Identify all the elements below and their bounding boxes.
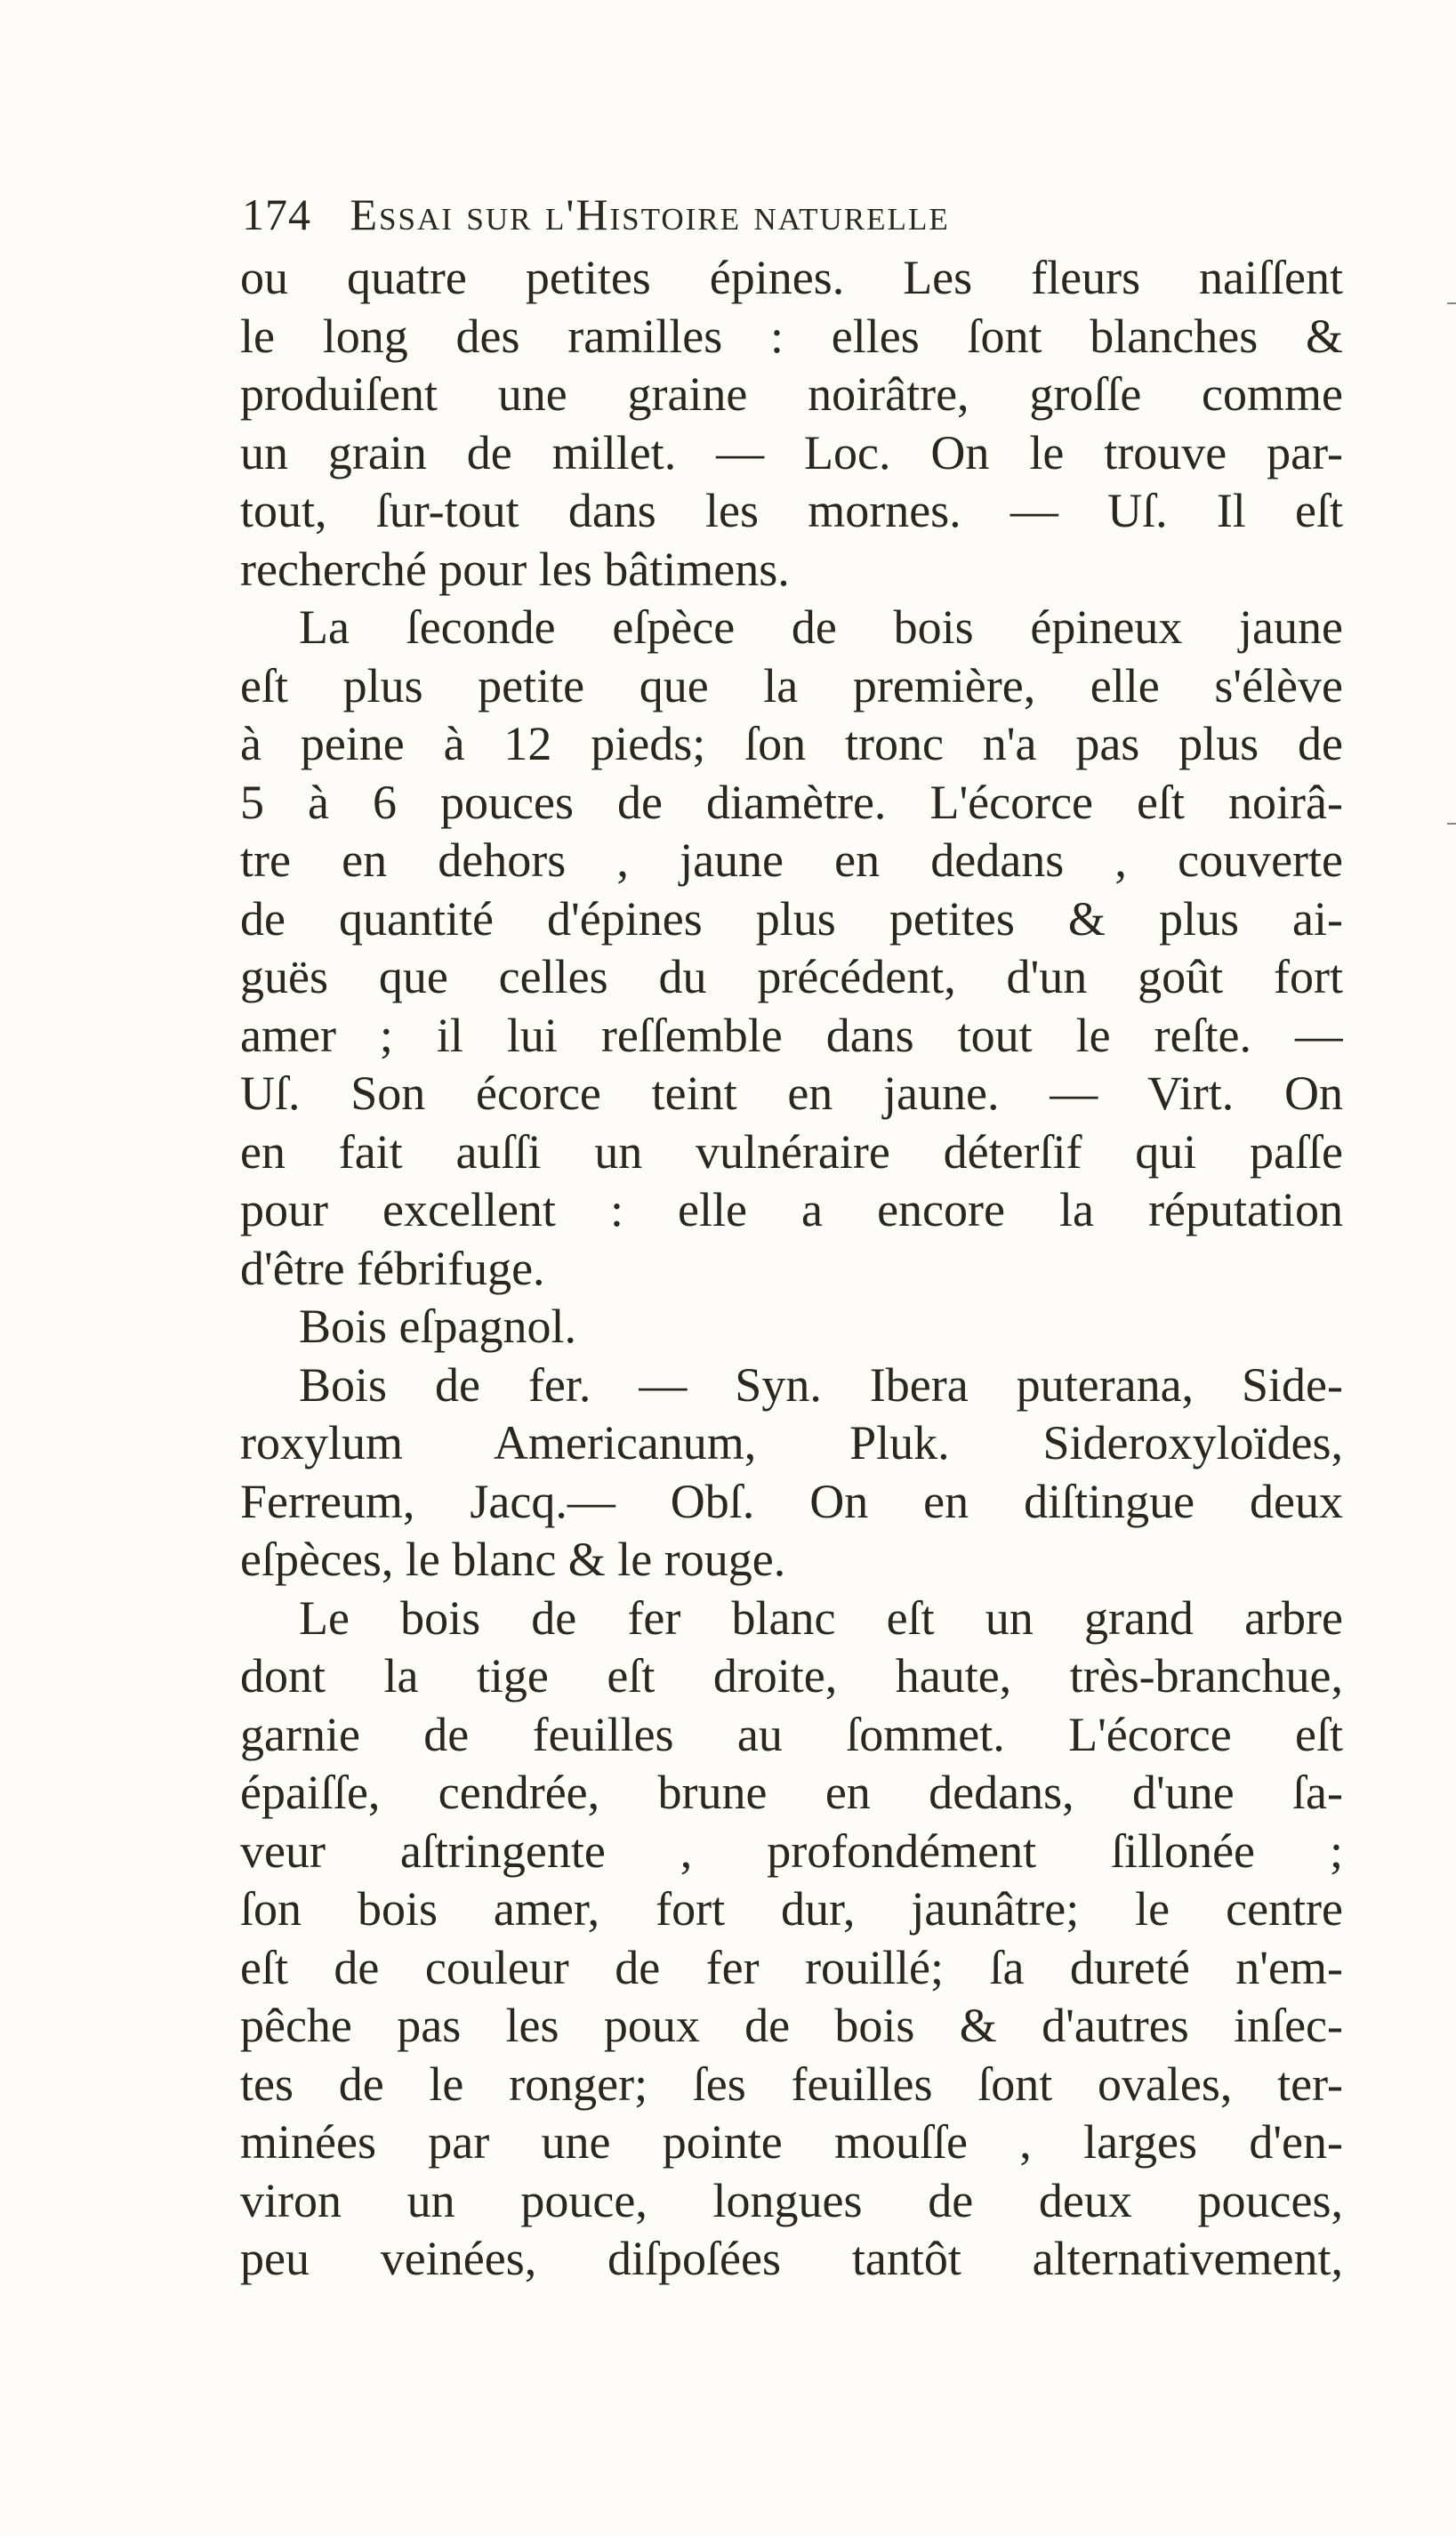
text-line: épaiſſe, cendrée, brune en dedans, d'une ſa- (240, 1766, 1343, 1819)
text-line: guës que celles du précédent, d'un goût fort (240, 950, 1343, 1003)
text-line: roxylum Americanum, Pluk. Sideroxyloïdes, (240, 1416, 1343, 1469)
text-line: pour excellent : elle a encore la réputation (240, 1183, 1343, 1236)
text-line: un grain de millet. — Loc. On le trouve par- (240, 425, 1343, 479)
text-line: tout, ſur-tout dans les mornes. — Uſ. Il eſt (240, 484, 1343, 537)
margin-mark (1447, 302, 1456, 304)
text-line: ou quatre petites épines. Les fleurs naiſſent (240, 251, 1343, 304)
text-line: peu veinées, diſpoſées tantôt alternativement, (240, 2232, 1343, 2285)
text-line: eſpèces, le blanc & le rouge. (240, 1533, 786, 1586)
text-line: minées par une pointe mouſſe , larges d'en- (240, 2115, 1343, 2169)
text-line: 5 à 6 pouces de diamètre. L'écorce eſt noirâ- (240, 775, 1343, 829)
text-line: veur aſtringente , profondément ſillonée ; (240, 1824, 1343, 1878)
running-header (242, 183, 1345, 246)
text-line: La ſeconde eſpèce de bois épineux jaune (299, 600, 1343, 654)
text-line: d'être fébrifuge. (240, 1241, 545, 1295)
text-line: dont la tige eſt droite, haute, très-branchue, (240, 1649, 1343, 1703)
text-line: tes de le ronger; ſes feuilles ſont ovales, ter- (240, 2057, 1343, 2111)
text-line: le long des ramilles : elles ſont blanches & (240, 309, 1343, 363)
body-text (240, 249, 1343, 2289)
text-line: de quantité d'épines plus petites & plus ai- (240, 891, 1343, 946)
text-line: viron un pouce, longues de deux pouces, (240, 2173, 1343, 2227)
text-line: à peine à 12 pieds; ſon tronc n'a pas plus de (240, 717, 1343, 770)
margin-mark (1447, 823, 1456, 825)
text-line: amer ; il lui reſſemble dans tout le reſte. — (240, 1008, 1343, 1062)
text-line: eſt plus petite que la première, elle s'élève (240, 658, 1343, 712)
text-line: en fait auſſi un vulnéraire déterſif qui paſſe (240, 1124, 1343, 1179)
text-line: Bois de fer. — Syn. Ibera puterana, Side- (299, 1357, 1343, 1412)
text-line: recherché pour les bâtimens. (240, 542, 790, 596)
text-line: garnie de feuilles au ſommet. L'écorce eſt (240, 1707, 1343, 1761)
text-line: Bois eſpagnol. (299, 1300, 576, 1353)
page-number: 174 (242, 189, 311, 239)
text-line: ſon bois amer, fort dur, jaunâtre; le centre (240, 1882, 1343, 1936)
text-line: eſt de couleur de fer rouillé; ſa dureté n'em- (240, 1940, 1343, 1994)
text-line: Le bois de fer blanc eſt un grand arbre (299, 1590, 1343, 1645)
text-line: tre en dehors , jaune en dedans , couverte (240, 833, 1343, 887)
text-line: Ferreum, Jacq.— Obſ. On en diſtingue deux (240, 1474, 1343, 1528)
running-title: Essai sur l'Histoire naturelle (350, 189, 950, 239)
text-line: pêche pas les poux de bois & d'autres inſec- (240, 1999, 1343, 2052)
text-line: produiſent une graine noirâtre, groſſe comme (240, 367, 1343, 421)
text-line: Uſ. Son écorce teint en jaune. — Virt. On (240, 1067, 1343, 1120)
